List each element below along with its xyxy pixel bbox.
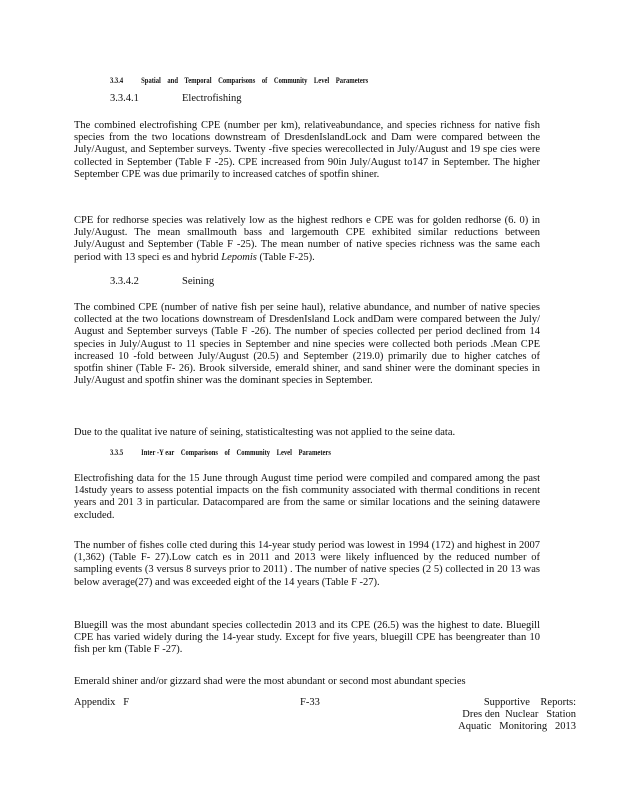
section-heading-3-3-4 bbox=[110, 76, 368, 85]
footer-page-number: F-33 bbox=[300, 697, 320, 708]
section-heading-3-3-4-1 bbox=[110, 93, 241, 104]
section-title: Spatial and Temporal Comparisons of Community Level Parameters bbox=[141, 76, 369, 85]
footer-report-line: Aquatic Monitoring 2013 bbox=[458, 721, 576, 733]
footer-report-title bbox=[458, 697, 576, 734]
section-title: Electrofishing bbox=[182, 93, 242, 104]
paragraph-inter-year-data: Electrofishing data for the 15 June through August time period were compiled and compared among the past 14study years to assess potential impacts on the fish community associated with thermal conditions in recent years and 201 3 in particular. Datacompared are from the same or similar locations and the seining datawere excluded. bbox=[74, 473, 540, 521]
paragraph-text: (Table F-25). bbox=[256, 251, 315, 263]
paragraph-bluegill: Bluegill was the most abundant species collectedin 2013 and its CPE (26.5) was the highest to date. Bluegill CPE has varied widely during the 14-year study. Except for five years, bluegill CPE has beengreater than 10 fish per km (Table F -27). bbox=[74, 620, 540, 656]
section-number: 3.3.5 bbox=[110, 448, 124, 457]
italic-genus: Lepomis bbox=[221, 251, 257, 263]
section-number: 3.3.4.1 bbox=[110, 93, 139, 104]
section-title: Seining bbox=[182, 276, 215, 287]
footer-appendix: Appendix F bbox=[74, 697, 130, 708]
footer-report-line: Supportive Reports: bbox=[483, 697, 576, 708]
paragraph-redhorse-cpe bbox=[74, 215, 540, 264]
paragraph-seining-cpe: The combined CPE (number of native fish per seine haul), relative abundance, and number of native species collected at the two locations downstream of DresdenIsland Lock andDam were compared between the July/ August and September surveys (Table F -26). The number of species collected per period declined from 14 species in July/August to 11 species in September and nine species were collected both periods .Mean CPE increased 10 -fold between July/August (20.5) and September (219.0) primarily due to higher catches of spotfin shiner (Table F- 26). Brook silverside, emerald shiner, and sand shiner were the dominant species in July/August and spotfin shiner was the dominant species in September. bbox=[74, 302, 540, 387]
section-number: 3.3.4 bbox=[110, 76, 124, 85]
paragraph-seining-note: Due to the qualitat ive nature of seining, statisticaltesting was not applied to the seine data. bbox=[74, 427, 456, 438]
paragraph-emerald-shiner: Emerald shiner and/or gizzard shad were the most abundant or second most abundant species bbox=[74, 676, 466, 687]
paragraph-fish-numbers: The number of fishes colle cted during this 14-year study period was lowest in 1994 (172) and highest in 2007 (1,362) (Table F- 27).Low catch es in 2011 and 2013 were likely influenced by the reduced number of sampling events (3 versus 8 surveys prior to 2011) . The number of native species (2 5) collected in 20 13 was below average(27) and was exceeded eight of the 14 years (Table F -27). bbox=[74, 540, 540, 588]
footer-report-line: Dres den Nuclear Station bbox=[462, 709, 576, 721]
section-title: Inter -Y ear Comparisons of Community Level Parameters bbox=[141, 448, 331, 457]
paragraph-electrofishing-cpe: The combined electrofishing CPE (number per km), relativeabundance, and species richness for native fish species from the two locations downstream of DresdenIslandLock and Dam were compared between the July/August, and September surveys. Twenty -five species werecollected in July/August and 19 spe cies were collected in September (Table F -25). CPE increased from 90in July/August to147 in September. The higher September CPE was due primarily to increased catches of spotfin shiner. bbox=[74, 120, 540, 180]
section-number: 3.3.4.2 bbox=[110, 276, 139, 287]
section-heading-3-3-5 bbox=[110, 448, 331, 457]
section-heading-3-3-4-2 bbox=[110, 276, 214, 287]
paragraph-text: CPE for redhorse species was relatively low as the highest redhors e CPE was for golden redhorse (6. 0) in July/August. The mean smallmouth bass and largemouth CPE exhibited similar reductions between July/August and September (Table F -25). The mean number of native species richness was the same each period with 13 speci es and hybrid bbox=[74, 215, 540, 263]
